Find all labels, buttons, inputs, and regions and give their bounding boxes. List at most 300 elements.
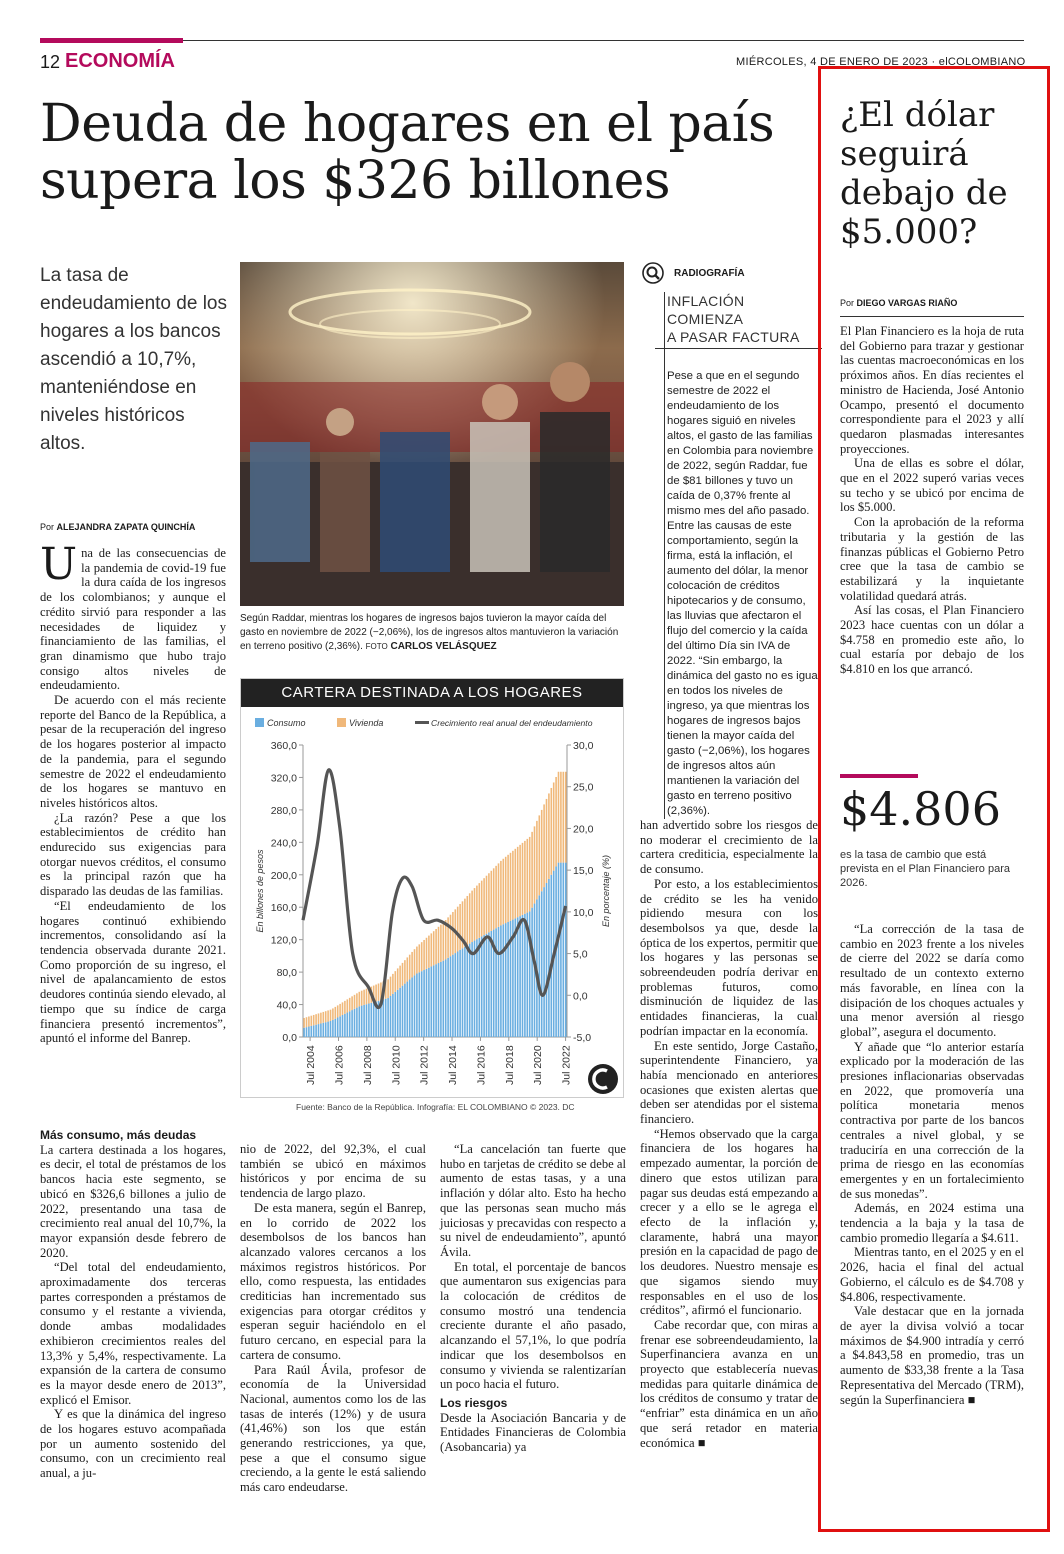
bar-vivienda	[464, 899, 466, 947]
bar-consumo	[426, 969, 428, 1037]
x-tick-label: Jul 2022	[560, 1045, 573, 1085]
bar-consumo	[488, 932, 490, 1037]
bar-vivienda	[306, 1017, 308, 1027]
bar-consumo	[539, 895, 541, 1037]
bar-consumo	[421, 971, 423, 1037]
bar-vivienda	[551, 788, 553, 875]
bar-consumo	[563, 863, 565, 1037]
bar-consumo	[347, 1013, 349, 1037]
bar-consumo	[342, 1015, 344, 1037]
paragraph: Así las cosas, el Plan Financiero 2023 hace cuentas con un dólar a $4.758 en promedio este año, lo cual estaría por debajo de los $4.810 en los que arrancó.	[840, 603, 1024, 677]
chart-box	[240, 678, 624, 1098]
bar-consumo	[311, 1026, 313, 1037]
paragraph: Una de ellas es sobre el dólar, que en el 2022 superó varias veces su techo y se ubicó por encima de los $5.000.	[840, 456, 1024, 515]
paragraph: Con la aprobación de la reforma tributaria y la gestión de las finanzas públicas el Gobierno Petro cree que la tasa de cambio se estabilizará y la inquietante volatilidad quedará atrás.	[840, 515, 1024, 603]
bar-consumo	[483, 935, 485, 1037]
bar-vivienda	[414, 949, 416, 975]
x-tick-label: Jul 2004	[305, 1045, 318, 1085]
bar-consumo	[503, 924, 505, 1037]
bar-consumo	[464, 947, 466, 1037]
bar-consumo	[469, 944, 471, 1037]
bar-vivienda	[344, 1001, 346, 1014]
bar-consumo	[323, 1023, 325, 1037]
bar-vivienda	[558, 772, 560, 863]
x-tick-label: Jul 2014	[447, 1045, 460, 1085]
bar-vivienda	[315, 1014, 317, 1024]
y-tick-label: 240,0	[270, 837, 297, 850]
shoppers-photo	[240, 262, 624, 606]
bar-vivienda	[387, 979, 389, 998]
bar-vivienda	[438, 927, 440, 963]
x-tick-label: Jul 2020	[532, 1045, 545, 1085]
bar-vivienda	[512, 851, 514, 920]
y2-tick-label: 5,0	[573, 948, 588, 961]
y2-tick-label: 15,0	[573, 865, 594, 878]
headline-line-1: Deuda de hogares en el país	[40, 94, 775, 154]
photo-credit: CARLOS VELÁSQUEZ	[390, 641, 497, 652]
bar-vivienda	[495, 866, 497, 928]
bar-consumo	[522, 915, 524, 1037]
bar-vivienda	[440, 925, 442, 962]
deck: La tasa de endeudamiento de los hogares a los bancos ascendió a 10,7%, manteniéndose en niveles históricos altos.	[40, 265, 227, 454]
bar-consumo	[409, 980, 411, 1037]
bar-vivienda	[320, 1013, 322, 1024]
bar-vivienda	[531, 832, 533, 908]
bar-vivienda	[471, 891, 473, 942]
paragraph: “Hemos observado que la carga financiera de los hogares ha empezado aumentar, la porción de dinero que estos utilizan para pagar sus deudas está empezando a crecer y a ello se le agrega el efecto de la inflación y, claramente, habrá una mayor presión en la capacidad de pago de los deudores. Nuestro mensaje es que sigamos siendo muy responsables en el uso de los créditos”, afirmó el funcionario.	[640, 1126, 818, 1318]
bar-consumo	[414, 975, 416, 1037]
header-accent-bar	[40, 38, 183, 43]
bar-vivienda	[421, 942, 423, 971]
bar-consumo	[402, 986, 404, 1037]
byline-author: ALEJANDRA ZAPATA QUINCHÍA	[56, 522, 196, 532]
bar-vivienda	[474, 888, 476, 940]
bar-consumo	[399, 988, 401, 1037]
bar-vivienda	[546, 799, 548, 883]
bar-vivienda	[378, 984, 380, 1001]
y2-tick-label: -5,0	[573, 1032, 592, 1044]
paragraph: En total, el porcentaje de bancos que aumentaron sus exigencias para la colocación de créditos de consumo mostró una tendencia creciente durante el año pasado, alcanzando el 57,1%, lo que podría indicar que los desembolsos en consumo y vivienda se ralentizarían un poco hacia el futuro.	[440, 1259, 626, 1392]
big-number-text: es la tasa de cambio que está prevista en el Plan Financiero para 2026.	[840, 849, 1010, 889]
bar-consumo	[339, 1016, 341, 1037]
sidebar-byline	[840, 298, 957, 308]
bar-consumo	[387, 998, 389, 1037]
bar-consumo	[397, 990, 399, 1037]
subhead-riesgos: Los riesgos	[440, 1395, 508, 1410]
y-tick-label: 200,0	[270, 869, 297, 882]
bar-vivienda	[311, 1016, 313, 1026]
bar-consumo	[325, 1022, 327, 1037]
bar-consumo	[308, 1027, 310, 1037]
bar-vivienda	[349, 998, 351, 1011]
bar-consumo	[558, 863, 560, 1037]
y2-tick-label: 0,0	[573, 990, 588, 1003]
y2-tick-label: 20,0	[573, 823, 594, 836]
x-tick-label: Jul 2008	[361, 1045, 374, 1085]
bar-vivienda	[407, 957, 409, 981]
bar-consumo	[359, 1006, 361, 1037]
sidebar-headline-line1: ¿El dólar	[840, 95, 995, 135]
bar-consumo	[383, 999, 385, 1037]
column-1b	[40, 1128, 226, 1481]
bar-vivienda	[529, 837, 531, 912]
bar-consumo	[361, 1006, 363, 1037]
bar-consumo	[330, 1021, 332, 1037]
bar-vivienda	[479, 883, 481, 938]
bar-vivienda	[524, 841, 526, 914]
bar-consumo	[433, 965, 435, 1037]
bar-vivienda	[428, 936, 430, 968]
radiografia-heading	[655, 292, 822, 349]
paragraph: Y añade que “lo anterior estaría explicado por la moderación de las presiones inflacionarias observadas en 2022, que promovería una política monetaria menos contractiva por parte de los bancos centrales a nivel global, y se traduciría en una corrección de la prima de riesgo en las economías emergentes y en un fortalecimiento de sus monedas”.	[840, 1039, 1024, 1201]
paragraph: Y es que la dinámica del ingreso de los hogares estuvo acompañada por un aumento sostenido del consumo, con un crecimiento real anual, a ju-	[40, 1407, 226, 1481]
bar-consumo	[344, 1014, 346, 1037]
bar-vivienda	[555, 777, 557, 867]
bar-vivienda	[392, 974, 394, 994]
bar-vivienda	[539, 815, 541, 895]
bar-vivienda	[498, 863, 500, 926]
bar-consumo	[457, 951, 459, 1037]
bar-vivienda	[356, 993, 358, 1007]
bar-vivienda	[483, 878, 485, 935]
radiografia-heading-line1: INFLACIÓN COMIENZA	[667, 293, 745, 327]
photo-illustration	[240, 262, 624, 606]
paragraph: Para Raúl Ávila, profesor de economía de la Universidad Nacional, aumentos como los de las tasas de interés (12%) y de usura (41,46%) son los que están generando restricciones, ya que, pese a que el consumo sigue creciendo, a la gente le está saliendo más caro endeudarse.	[240, 1362, 426, 1495]
bar-vivienda	[503, 859, 505, 924]
header-rule	[40, 40, 1024, 41]
paragraph: Además, en 2024 estima una tendencia a la baja y la tasa de cambio promedio llegaría a $4.611.	[840, 1201, 1024, 1245]
bar-vivienda	[493, 868, 495, 929]
bar-consumo	[541, 891, 543, 1037]
paragraph: Mientras tanto, en el 2025 y en el 2026, hacia el final del actual Gobierno, el cálculo es de $4.708 y $4.806, respectivamente.	[840, 1245, 1024, 1304]
bar-consumo	[519, 916, 521, 1037]
bar-consumo	[524, 914, 526, 1037]
paragraph: De esta manera, según el Banrep, en lo corrido de 2022 los desembolsos de los bancos han alcanzado valores cercanos a los máximos registros históricos. Por ello, como respuesta, las entidades crediticias han incrementado sus exigencias para otorgar créditos y esperan seguir haciéndolo en el futuro cercano, en especial para la cartera de consumo.	[240, 1200, 426, 1362]
legend-label-consumo: Consumo	[267, 718, 306, 728]
y2-tick-label: 30,0	[573, 740, 594, 752]
bar-vivienda	[522, 843, 524, 915]
y2-tick-label: 10,0	[573, 906, 594, 919]
bar-consumo	[438, 963, 440, 1037]
bar-consumo	[495, 928, 497, 1037]
bar-consumo	[517, 917, 519, 1037]
main-byline	[40, 522, 195, 532]
subhead-consumo: Más consumo, más deudas	[40, 1128, 197, 1142]
bar-consumo	[479, 938, 481, 1037]
bar-vivienda	[359, 992, 361, 1007]
bar-consumo	[507, 922, 509, 1037]
bar-consumo	[546, 883, 548, 1037]
bar-vivienda	[536, 821, 538, 900]
dateline: MIÉRCOLES, 4 DE ENERO DE 2023 · elCOLOMBIANO	[736, 56, 1026, 68]
bar-consumo	[318, 1024, 320, 1037]
bar-consumo	[306, 1027, 308, 1037]
main-headline	[40, 96, 830, 210]
byline-author: DIEGO VARGAS RIAÑO	[856, 298, 958, 308]
paragraph: “El endeudamiento de los hogares continuó exhibiendo incrementos, consolidando así la tendencia observada durante 2021. Como proporción de su ingreso, el nivel de apalancamiento de estos deudores continúa siendo elevado, al tiempo que su índice de carga financiera presentó incrementos”, apuntó el informe del Banrep.	[40, 898, 226, 1046]
radiografia-box	[642, 262, 822, 819]
paragraph: El Plan Financiero es la hoja de ruta del Gobierno para trazar y gestionar las cuentas macroeconómicas en los próximos años. En días recientes el ministro de Hacienda, José Antonio Ocampo, presentó el documento correspondiente para el 2023 y allí quedaron plasmadas interesantes proyecciones.	[840, 324, 1024, 456]
bar-consumo	[419, 972, 421, 1037]
bar-vivienda	[375, 985, 377, 1002]
big-number: $4.806	[840, 782, 1001, 836]
bar-consumo	[366, 1004, 368, 1037]
bar-vivienda	[459, 904, 461, 950]
bar-vivienda	[351, 996, 353, 1010]
column-3	[440, 1142, 626, 1455]
bar-vivienda	[395, 971, 397, 992]
legend-swatch-vivienda	[337, 718, 346, 727]
bar-consumo	[551, 875, 553, 1037]
bar-vivienda	[347, 999, 349, 1012]
bar-vivienda	[411, 952, 413, 978]
bar-consumo	[392, 994, 394, 1037]
y-tick-label: 80,0	[276, 967, 297, 980]
bar-vivienda	[318, 1013, 320, 1024]
bar-vivienda	[325, 1011, 327, 1022]
bar-consumo	[445, 959, 447, 1037]
legend-swatch-consumo	[255, 718, 264, 727]
bar-vivienda	[416, 947, 418, 974]
bar-vivienda	[399, 966, 401, 988]
radiografia-body: Pese a que en el segundo semestre de 2022 el endeudamiento de los hogares siguió en niveles altos, el gasto de las familias en Colombia para noviembre de 2022, según Raddar, fue de $81 billones y tuvo un caída de 0,37% frente al mismo mes del año pasado. Entre las causas de este comportamiento, según la firma, está la inflación, el aumento del dólar, la menor colocación de créditos hipotecarios y de consumo, las lluvias que afectaron el flujo del comercio y la caída del último Día sin IVA de 2022. “Sin embargo, la dinámica del gasto no es igual en todos los niveles de ingreso, ya que mientras los hogares de ingresos bajos tienen la mayor caída del gasto (−2,06%), los hogares de ingresos altos aún mantienen la variación del gasto en terreno positivo (2,36%).	[667, 370, 821, 817]
bar-consumo	[435, 964, 437, 1037]
bar-vivienda	[390, 977, 392, 996]
section-name: ECONOMÍA	[65, 50, 175, 72]
column-4	[640, 818, 818, 1518]
photo-credit-prefix: FOTO	[365, 642, 388, 651]
bar-consumo	[486, 934, 488, 1037]
bar-consumo	[548, 879, 550, 1037]
bar-vivienda	[431, 933, 433, 966]
bar-vivienda	[450, 915, 452, 957]
bar-consumo	[505, 923, 507, 1037]
bar-vivienda	[337, 1005, 339, 1017]
bar-vivienda	[366, 989, 368, 1005]
paragraph: De acuerdo con el más reciente reporte del Banco de la República, a pesar de la recuperación del ingreso de los hogares posterior al impacto de la pandemia, para el segundo semestre de 2022 el endeudamiento de los hogares se mantuvo en niveles históricos altos.	[40, 693, 226, 810]
sidebar-rule	[840, 316, 1024, 317]
bar-vivienda	[560, 772, 562, 863]
bar-consumo	[450, 956, 452, 1037]
bar-consumo	[471, 942, 473, 1037]
bar-vivienda	[308, 1016, 310, 1026]
bar-consumo	[447, 958, 449, 1037]
bar-vivienda	[433, 931, 435, 965]
x-tick-label: Jul 2006	[333, 1045, 346, 1085]
y2-tick-label: 25,0	[573, 781, 594, 794]
bar-consumo	[440, 962, 442, 1037]
bar-consumo	[452, 955, 454, 1037]
bar-consumo	[565, 863, 567, 1037]
bar-vivienda	[486, 876, 488, 934]
paragraph: nio de 2022, del 92,3%, el cual también se ubicó en máximos históricos y por encima de su tendencia de largo plazo.	[240, 1142, 426, 1201]
bar-consumo	[373, 1002, 375, 1037]
sidebar-headline	[840, 96, 1040, 252]
radiografia-label-row	[642, 262, 822, 284]
bar-consumo	[500, 925, 502, 1037]
bar-vivienda	[515, 849, 517, 919]
paragraph: Por esto, a los establecimientos de crédito se les ha venido pidiendo mesura con los desembolsos ya que, desde la óptica de los expertos, permitir que los hogares y las personas se sobreendeuden podría derivar en problemas futuros, como disminución de liquidez de las entidades financieras, la cual podrían impactar en la economía.	[640, 876, 818, 1038]
sidebar-text-2	[840, 922, 1024, 1407]
bar-vivienda	[457, 907, 459, 952]
x-tick-label: Jul 2018	[503, 1045, 516, 1085]
bar-vivienda	[327, 1010, 329, 1021]
sidebar-headline-line3: debajo de	[840, 173, 1008, 213]
big-number-accent	[840, 774, 918, 778]
bar-vivienda	[354, 995, 356, 1009]
bar-consumo	[543, 887, 545, 1037]
bar-vivienda	[330, 1010, 332, 1021]
bar-vivienda	[481, 881, 483, 937]
byline-prefix: Por	[840, 298, 855, 308]
y-tick-label: 320,0	[270, 772, 297, 785]
x-tick-label: Jul 2016	[475, 1045, 488, 1085]
bar-vivienda	[342, 1002, 344, 1015]
column-2	[240, 1142, 426, 1495]
bar-consumo	[363, 1005, 365, 1037]
bar-vivienda	[507, 855, 509, 922]
page-number: 12	[40, 52, 61, 72]
bar-consumo	[351, 1010, 353, 1037]
paragraph: Vale destacar que en la jornada de ayer la divisa volvió a tocar máximos de $4.900 intradía y cerró a $4.843,58 en promedio, tras un aumento de $33,38 frente a la Tasa Representativa del Mercado (TRM), según la Superfinanciera ■	[840, 1304, 1024, 1407]
chart-title: CARTERA DESTINADA A LOS HOGARES	[241, 679, 623, 707]
paragraph: “La corrección de la tasa de cambio en 2023 frente a los niveles de cierre del 2022 se daría como resultado de un contexto externo más favorable, en línea con la disipación de los choques actuales y una menor aversión al riesgo global”, asegura el documento.	[840, 922, 1024, 1039]
bar-consumo	[407, 982, 409, 1037]
bar-vivienda	[469, 893, 471, 943]
bar-consumo	[320, 1023, 322, 1037]
y-axis-label: En billones de pesos	[255, 849, 265, 933]
bar-vivienda	[519, 845, 521, 916]
bar-consumo	[491, 931, 493, 1037]
bar-vivienda	[467, 896, 469, 945]
chart-source: Fuente: Banco de la República. Infografía: EL COLOMBIANO © 2023. DC	[296, 1102, 575, 1112]
bar-consumo	[332, 1020, 334, 1037]
bar-consumo	[459, 950, 461, 1037]
bar-consumo	[354, 1009, 356, 1037]
bar-vivienda	[361, 991, 363, 1006]
bar-consumo	[335, 1019, 337, 1037]
sidebar-headline-line2: seguirá	[840, 134, 969, 174]
paragraph: Cabe recordar que, con miras a frenar ese sobreendeudamiento, la Superfinanciera avanza en un proyecto que establecería nuevas medidas para quitarle dinámica de los créditos de consumo y tratar de “enfriar” esta dinámica en un año que será retador en materia económica ■	[640, 1317, 818, 1450]
paragraph: La cartera destinada a los hogares, es decir, el total de préstamos de los bancos hacia este segmento, se ubicó en $326,6 billones a julio de 2022, presentando una tasa de crecimiento real anual del 10,7%, la mayor expansión desde febrero de 2020.	[40, 1142, 226, 1260]
bar-consumo	[303, 1028, 305, 1037]
bar-consumo	[390, 996, 392, 1037]
magnifier-icon	[642, 262, 664, 284]
bar-vivienda	[313, 1015, 315, 1025]
bar-consumo	[371, 1003, 373, 1037]
bar-vivienda	[452, 912, 454, 955]
paragraph: “La cancelación tan fuerte que hubo en tarjetas de crédito se debe al aumento de estas tasas, y a una inflación y dólar alto. Esto ha hecho que las personas sean mucho más juiciosas y precavidas con respecto a su nivel de endeudamiento”, apuntó Ávila.	[440, 1142, 626, 1259]
bar-consumo	[327, 1022, 329, 1037]
bar-consumo	[462, 948, 464, 1037]
bar-vivienda	[443, 922, 445, 960]
bar-consumo	[356, 1008, 358, 1037]
bar-consumo	[411, 977, 413, 1037]
bar-vivienda	[510, 853, 512, 921]
bar-vivienda	[402, 963, 404, 986]
chart-svg	[241, 707, 623, 1097]
headline-line-2: supera los $326 billones	[40, 151, 671, 211]
y-tick-label: 160,0	[270, 902, 297, 915]
bar-vivienda	[517, 847, 519, 917]
paragraph: En este sentido, Jorge Castaño, superintendente Financiero, ya había mencionado en anteriores ocasiones que existen alertas que deben ser atendidas por el sistema financiero.	[640, 1038, 818, 1127]
bar-vivienda	[409, 955, 411, 980]
legend-label-growth: Crecimiento real anual del endeudamiento	[431, 718, 593, 728]
bar-consumo	[423, 970, 425, 1037]
y-tick-label: 360,0	[270, 740, 297, 752]
bar-vivienda	[332, 1008, 334, 1020]
x-tick-label: Jul 2010	[390, 1045, 403, 1085]
bar-consumo	[560, 863, 562, 1037]
bar-vivienda	[476, 886, 478, 940]
bar-consumo	[315, 1025, 317, 1037]
bar-vivienda	[426, 938, 428, 969]
bar-consumo	[481, 936, 483, 1037]
bar-vivienda	[323, 1012, 325, 1023]
bar-vivienda	[553, 782, 555, 870]
bar-vivienda	[500, 861, 502, 926]
y-tick-label: 0,0	[282, 1032, 297, 1044]
bar-consumo	[498, 927, 500, 1037]
y2-axis-label: En porcentaje (%)	[601, 854, 611, 928]
bar-consumo	[431, 967, 433, 1037]
bar-vivienda	[541, 810, 543, 891]
bar-vivienda	[563, 772, 565, 863]
bar-vivienda	[534, 826, 536, 903]
y-tick-label: 40,0	[276, 999, 297, 1012]
paragraph: han advertido sobre los riesgos de no moderar el crecimiento de la cartera crediticia, especialmente la de consumo.	[640, 818, 818, 877]
bar-vivienda	[303, 1018, 305, 1028]
bar-consumo	[385, 999, 387, 1037]
bar-consumo	[349, 1011, 351, 1037]
y-tick-label: 120,0	[270, 934, 297, 947]
byline-prefix: Por	[40, 522, 55, 532]
bar-consumo	[467, 945, 469, 1037]
bar-consumo	[428, 968, 430, 1037]
bar-consumo	[368, 1004, 370, 1037]
dropcap: U	[40, 539, 78, 590]
legend-label-vivienda: Vivienda	[349, 718, 384, 728]
paragraph: na de las consecuencias de la pandemia de covid-19 fue la dura caída de los ingresos de los colombianos; y aunque el crédito sirvió para responder a las necesidades de liquidez y financiamiento de las familias, el gran dinamismo que hubo trajo consigo altos niveles de endeudamiento.	[40, 546, 226, 693]
bar-consumo	[337, 1017, 339, 1037]
sidebar-text-1	[840, 324, 1024, 677]
photo-caption	[240, 612, 624, 654]
bar-vivienda	[397, 968, 399, 989]
bar-consumo	[443, 961, 445, 1037]
bar-vivienda	[435, 929, 437, 964]
bar-consumo	[313, 1025, 315, 1037]
radiografia-content	[664, 292, 822, 819]
bar-consumo	[395, 992, 397, 1037]
x-tick-label: Jul 2012	[418, 1045, 431, 1085]
bar-vivienda	[363, 990, 365, 1005]
bar-vivienda	[419, 944, 421, 972]
bar-consumo	[416, 974, 418, 1037]
bar-consumo	[531, 908, 533, 1037]
radiografia-label: RADIOGRAFÍA	[674, 267, 745, 279]
bar-vivienda	[543, 804, 545, 887]
bar-vivienda	[565, 772, 567, 863]
bar-vivienda	[488, 873, 490, 932]
y-tick-label: 280,0	[270, 804, 297, 817]
bar-consumo	[404, 984, 406, 1037]
bar-vivienda	[505, 857, 507, 923]
column-1	[40, 539, 226, 1046]
caption-text: Según Raddar, mientras los hogares de ingresos bajos tuvieron la mayor caída del gasto en noviembre de 2022 (−2,06%), los de ingresos altos mantuvieron la variación en terreno positivo (2,36%).	[240, 613, 619, 652]
bar-consumo	[476, 939, 478, 1037]
bar-vivienda	[404, 960, 406, 983]
bar-vivienda	[339, 1004, 341, 1016]
